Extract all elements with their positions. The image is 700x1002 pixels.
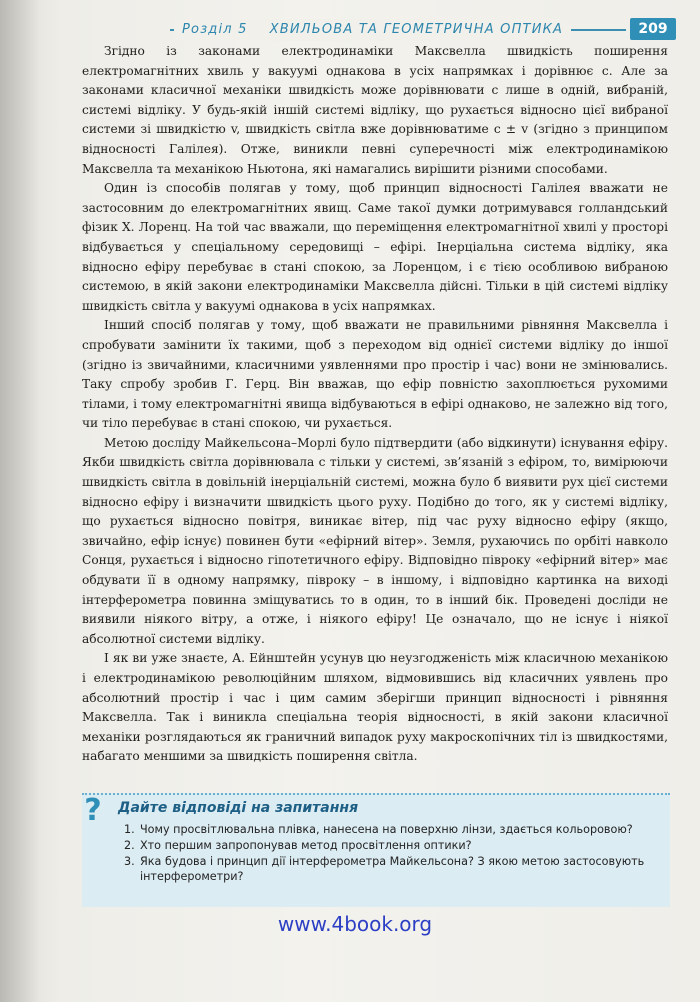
section-label: Розділ 5 [182,22,248,37]
paragraph: І як ви уже знаєте, А. Ейнштейн усунув цю неузгодженість між класичною механікою і електродинамікою революційним шляхом, відмовившись від класичних уявлень про абсолютний простір і час і цим самим зберігши принцип відносності і рівняння Максвелла. Так і виникла спеціальна теорія відносності, в якій закони класичної механіки розглядаються як граничний випадок руху макроскопічних тіл із швидкостями, набагато меншими за швидкість поширення світла. [82,651,668,764]
paragraph: Інший спосіб полягав у тому, щоб вважати не правильними рівняння Максвелла і спробувати замінити їх такими, щоб з переходом від однієї системи відліку до іншої (згідно із звичайними, класичними уявленнями про простір і час) вони не змінювались. Таку спробу зробив Г. Герц. Він вважав, що ефір повністю захоплюється рухомими тілами, і тому електромагнітні явища відбуваються в ефірі однаково, не залежно від того, чи тіло перебуває в стані спокою, чи рухається. [82,318,668,431]
questions-list [124,822,664,885]
question-text: Хто першим запропонував метод просвітлення оптики? [140,838,472,852]
question-mark-icon: ? [84,793,102,828]
body-text [82,42,668,767]
questions-title: Дайте відповіді на запитання [118,800,359,816]
question-number: 1. [124,823,135,836]
list-item [124,822,664,838]
question-number: 2. [124,838,135,852]
question-number: 3. [124,854,135,868]
chapter-title: ХВИЛЬОВА ТА ГЕОМЕТРИЧНА ОПТИКА [269,22,564,37]
list-item [124,854,664,886]
paragraph: Метою досліду Майкельсона–Морлі було підтвердити (або відкинути) існування ефіру. Якби швидкість світла дорівнювала c тільки у системі, зв’язаній з ефіром, то, вимірюючи швидкість світла в довільній інерціальній системі, можна було б виявити рух цієї системи відносно ефіру і визначити швидкість цього руху. Подібно до того, як у системі відліку, що рухається відносно повітря, виникає вітер, під час руху відносно ефіру (якщо, звичайно, ефір існує) повинен бути «ефірний вітер». Земля, рухаючись по орбіті навколо Сонця, рухається і відносно гіпотетичного ефіру. Відповідно півроку «ефірний вітер» має обдувати її в одному напрямку, півроку – в іншому, і відповідно картинка на виході інтерферометра повинна зміщуватись то в один, то в інший бік. Проведені досліди не виявили ніякого вітру, а отже, і ніякого ефіру! Це означало, що не існує і ніякої абсолютної системи відліку. [82,435,668,646]
list-item [124,838,664,854]
paragraph: Один із способів полягав у тому, щоб принцип відносності Галілея вважати не застосовним до електромагнітних явищ. Саме такої думки дотримувався голландський фізик Х. Лоренц. На той час вважали, що переміщення електромагнітної хвилі у просторі відбувається у спеціальному середовищі – ефірі. Інерціальна система відліку, яка відносно ефіру перебуває в стані спокою, за Лоренцом, і є тією особливою вибраною системою, в якій закони електродинаміки Максвелла дійсні. Тільки в цій системі відліку швидкість світла у вакуумі однакова в усіх напрямках. [82,181,668,313]
running-header [170,18,688,42]
questions-box [82,793,670,907]
question-text: Чому просвітлювальна плівка, нанесена на поверхню лінзи, здається кольоровою? [140,823,633,836]
watermark-link[interactable]: www.4book.org [277,912,433,936]
page-number: 209 [630,18,676,40]
header-text [174,19,571,41]
question-text: Яка будова і принцип дії інтерферометра Майкельсона? З якою метою застосовують інтерферометри? [140,854,645,884]
page-gutter-shadow [0,0,40,1002]
paragraph: Згідно із законами електродинаміки Максвелла швидкість поширення електромагнітних хвиль у вакуумі однакова в усіх напрямках і дорівнює c. Але за законами класичної механіки швидкість може дорівнювати c лише в одній, вибраній, системі відліку. У будь-якій іншій системі відліку, що рухається відносно цієї вибраної системи зі швидкістю v, швидкість світла вже дорівнюватиме c ± v (згідно з принципом відносності Галілея). Отже, виникли певні суперечності між електродинамікою Максвелла та механікою Ньютона, які намагались вирішити різними способами. [82,44,668,176]
